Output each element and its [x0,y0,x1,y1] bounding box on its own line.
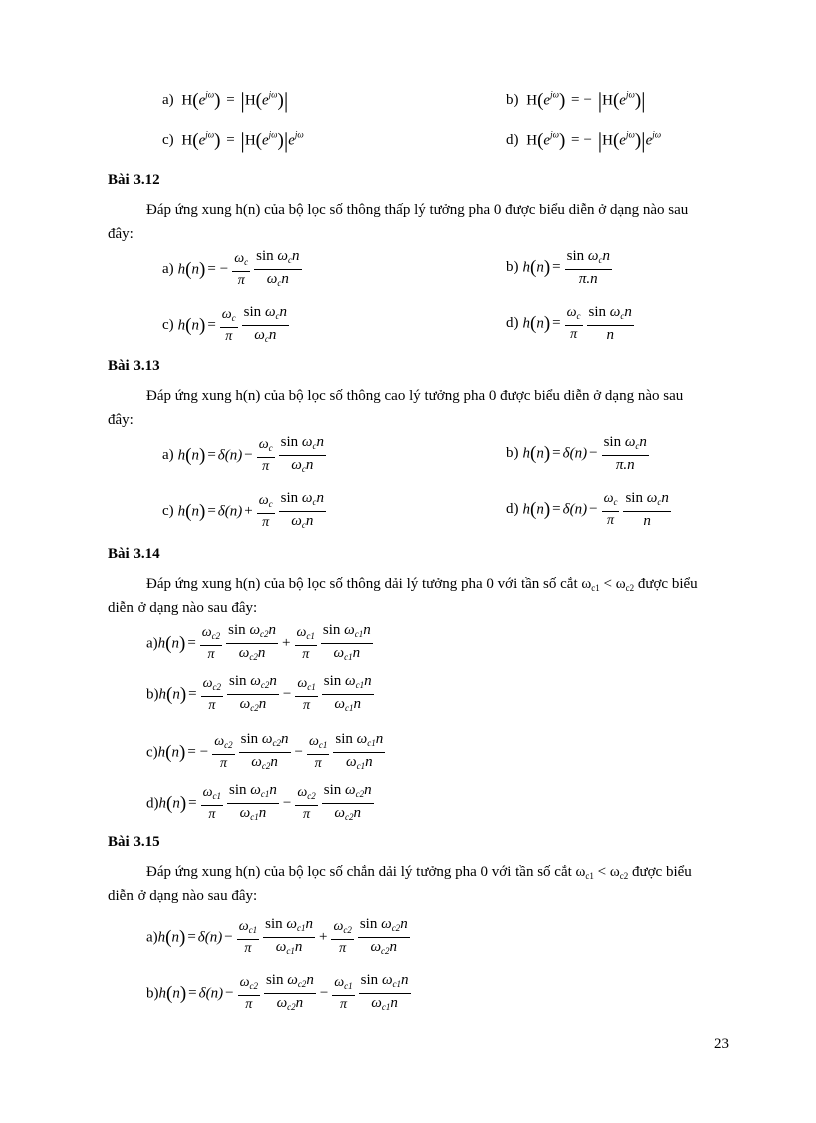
q15-option-a: a)h(n) = δ(n) − $\frac{\omega_{c1}}{\pi}$ $\frac{\sin \omega_{c1}n}{\omega_{c1}n}$ + $\frac{\omega_{c2}}{\pi}$ $\frac{\sin \omega_{c2}n}{\omega_{c2}n}$ [146,916,408,956]
q15-option-b: b)h(n) = δ(n) − $\frac{\omega_{c2}}{\pi}$ $\frac{\sin \omega_{c2}n}{\omega_{c2}n}$ − $\frac{\omega_{c1}}{\pi}$ $\frac{\sin \omega_{c1}n}{\omega_{c1}n}$ [146,972,409,1012]
q14-option-b: b)h(n) = $\frac{\omega_{c2}}{\pi}$ $\frac{\sin \omega_{c2}n}{\omega_{c2}n}$ − $\frac{\omega_{c1}}{\pi}$ $\frac{\sin \omega_{c1}n}{\omega_{c1}n}$ [146,673,372,713]
q12-text-line1: Đáp ứng xung h(n) của bộ lọc số thông thấp lý tưởng pha 0 được biểu diễn ở dạng nào sau [146,202,689,218]
q11-option-a: a) $H(e^{j\omega}) = |H(e^{j\omega})|$ [162,88,289,113]
q12-text-line2: đây: [108,226,134,242]
q14-option-a: a)h(n) = $\frac{\omega_{c2}}{\pi}$ $\frac{\sin \omega_{c2}n}{\omega_{c2}n}$ + $\frac{\omega_{c1}}{\pi}$ $\frac{\sin \omega_{c1}n}{\omega_{c1}n}$ [146,622,371,662]
q12-option-d: d) h(n) = $\frac{\omega_c}{\pi}$ $\frac{\sin \omega_cn}{n}$ [506,304,632,343]
q14-option-c: c)h(n) = − $\frac{\omega_{c2}}{\pi}$ $\frac{\sin \omega_{c2}n}{\omega_{c2}n}$ − $\frac{\omega_{c1}}{\pi}$ $\frac{\sin \omega_{c1}n}{\omega_{c1}n}$ [146,731,384,771]
q14-text-line1: Đáp ứng xung h(n) của bộ lọc số thông dải lý tưởng pha 0 với tần số cắt $\omega_{c1} < \omega_{c2}$ được biểu [146,576,698,593]
q15-heading: Bài 3.15 [108,834,160,850]
q15-text-line1: Đáp ứng xung h(n) của bộ lọc số chắn dải lý tưởng pha 0 với tần số cắt $\omega_{c1} < \omega_{c2}$ được biểu [146,864,692,881]
q13-option-c: c) h(n) = δ(n) + $\frac{\omega_c}{\pi}$ $\frac{\sin \omega_cn}{\omega_cn}$ [162,490,324,530]
q11-option-c: c) $H(e^{j\omega}) = |H(e^{j\omega})|e^{j\omega}$ [162,128,304,153]
q14-option-d: d)h(n) = $\frac{\omega_{c1}}{\pi}$ $\frac{\sin \omega_{c1}n}{\omega_{c1}n}$ − $\frac{\omega_{c2}}{\pi}$ $\frac{\sin \omega_{c2}n}{\omega_{c2}n}$ [146,782,372,822]
q12-option-a: a) h(n) = − $\frac{\omega_c}{\pi}$ $\frac{\sin \omega_cn}{\omega_cn}$ [162,248,300,288]
q13-text-line2: đây: [108,412,134,428]
q12-option-c: c) h(n) = $\frac{\omega_c}{\pi}$ $\frac{\sin \omega_cn}{\omega_cn}$ [162,304,288,344]
q11-option-b: b) $H(e^{j\omega})$ = − $|H(e^{j\omega})|$ [506,88,646,113]
q13-option-a: a) h(n) = δ(n) − $\frac{\omega_c}{\pi}$ $\frac{\sin \omega_cn}{\omega_cn}$ [162,434,324,474]
q15-text-line2: diễn ở dạng nào sau đây: [108,888,258,904]
q13-option-d: d) h(n) = δ(n) − $\frac{\omega_c}{\pi}$ $\frac{\sin \omega_cn}{n}$ [506,490,669,529]
q13-heading: Bài 3.13 [108,358,160,374]
q14-heading: Bài 3.14 [108,546,160,562]
page-number: 23 [714,1036,729,1052]
q13-option-b: b) h(n) = δ(n) − $\frac{\sin \omega_cn}{\pi.n}$ [506,434,647,473]
q12-option-b: b) h(n) = $\frac{\sin \omega_cn}{\pi.n}$ [506,248,610,287]
q11-option-d: d) $H(e^{j\omega})$ = − $|H(e^{j\omega})|e^{j\omega}$ [506,128,662,153]
q12-heading: Bài 3.12 [108,172,160,188]
q13-text-line1: Đáp ứng xung h(n) của bộ lọc số thông cao lý tưởng pha 0 được biểu diễn ở dạng nào sau [146,388,684,404]
q14-text-line2: diễn ở dạng nào sau đây: [108,600,258,616]
